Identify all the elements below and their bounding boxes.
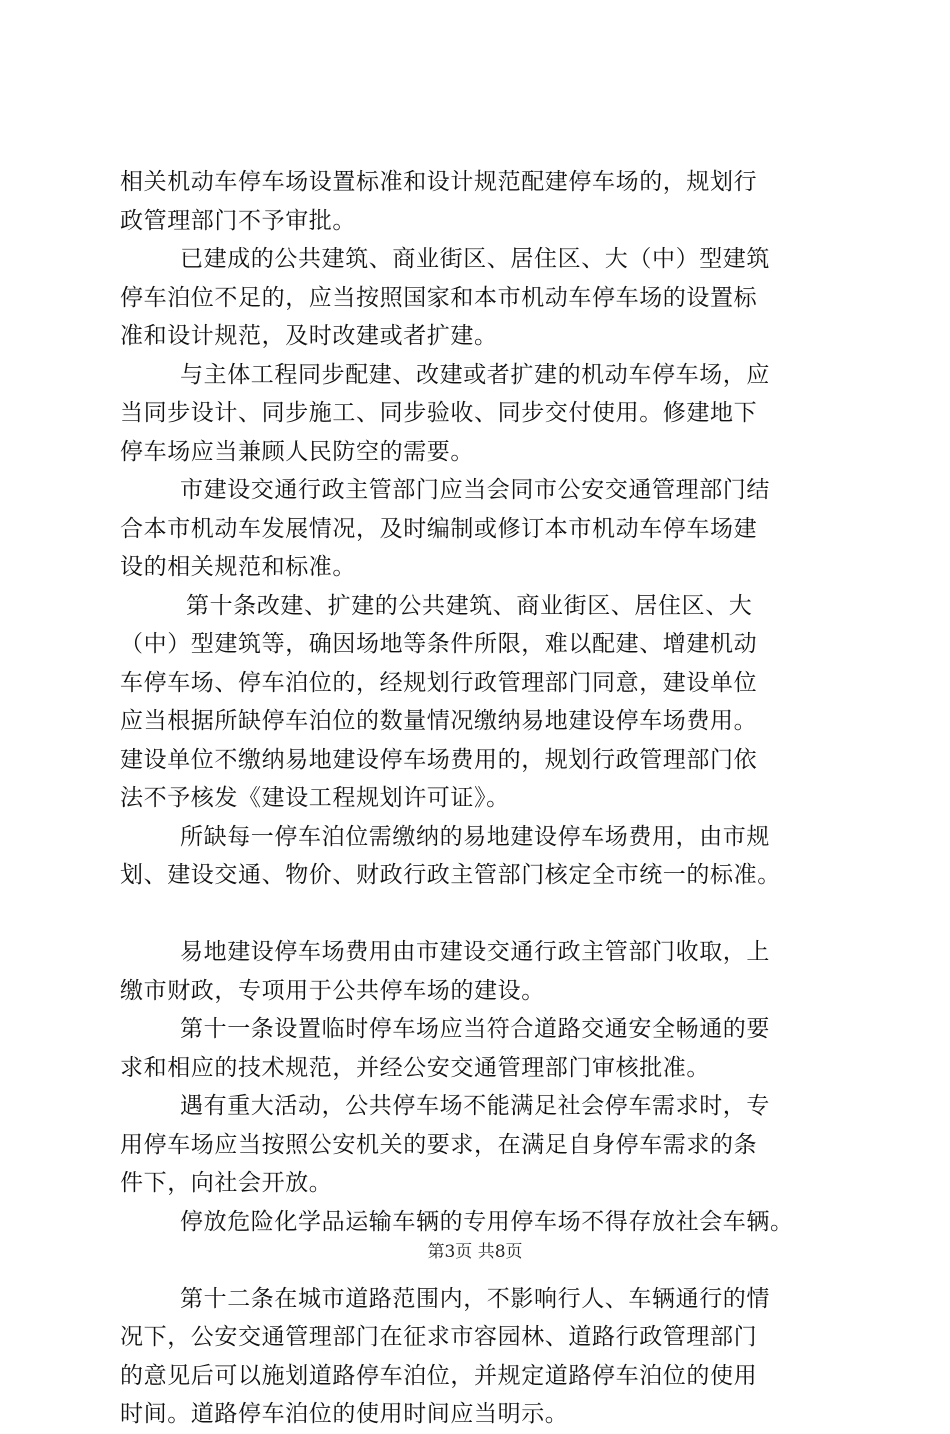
paragraph-start-line: 与主体工程同步配建、改建或者扩建的机动车停车场，应 xyxy=(180,361,770,388)
text-line: 缴市财政，专项用于公共停车场的建设。 xyxy=(120,977,545,1004)
text-line: 件下，向社会开放。 xyxy=(120,1170,333,1196)
text-line: 停车泊位不足的，应当按照国家和本市机动车停车场的设置标 xyxy=(120,284,758,311)
text-line: 相关机动车停车场设置标准和设计规范配建停车场的，规划行 xyxy=(120,169,758,195)
text-line: （中）型建筑等，确因场地等条件所限，难以配建、增建机动 xyxy=(120,631,758,657)
paragraph-start-line: 市建设交通行政主管部门应当会同市公安交通管理部门结 xyxy=(180,477,770,503)
text-line: 划、建设交通、物价、财政行政主管部门核定全市统一的标准。 xyxy=(120,862,781,888)
text-line: 况下，公安交通管理部门在征求市容园林、道路行政管理部门 xyxy=(120,1324,758,1350)
text-line: 政管理部门不予审批。 xyxy=(120,207,356,234)
text-line: 准和设计规范，及时改建或者扩建。 xyxy=(120,323,498,349)
text-line: 的意见后可以施划道路停车泊位，并规定道路停车泊位的使用 xyxy=(120,1362,758,1389)
text-line: 时间。道路停车泊位的使用时间应当明示。 xyxy=(120,1401,569,1427)
paragraph-start-line: 遇有重大活动，公共停车场不能满足社会停车需求时，专 xyxy=(180,1093,770,1119)
paragraph-start-line: 停放危险化学品运输车辆的专用停车场不得存放社会车辆。 xyxy=(180,1208,794,1235)
text-line: 求和相应的技术规范，并经公安交通管理部门审核批准。 xyxy=(120,1054,710,1081)
text-line: 合本市机动车发展情况，及时编制或修订本市机动车停车场建 xyxy=(120,515,758,542)
text-line: 应当根据所缺停车泊位的数量情况缴纳易地建设停车场费用。 xyxy=(120,708,758,734)
page-number-footer: 第3页 共8页 xyxy=(427,1242,523,1262)
article-10-heading-line: 第十条改建、扩建的公共建筑、商业街区、居住区、大 xyxy=(186,592,753,619)
paragraph-spacer xyxy=(120,895,840,934)
text-line: 法不予核发《建设工程规划许可证》。 xyxy=(120,785,510,811)
paragraph-start-line: 已建成的公共建筑、商业街区、居住区、大（中）型建筑 xyxy=(180,246,770,272)
text-line: 车停车场、停车泊位的，经规划行政管理部门同意，建设单位 xyxy=(120,669,758,696)
text-line: 当同步设计、同步施工、同步验收、同步交付使用。修建地下 xyxy=(120,400,758,426)
text-line: 设的相关规范和标准。 xyxy=(120,554,356,580)
text-line: 停车场应当兼顾人民防空的需要。 xyxy=(120,438,474,465)
article-12-heading-line: 第十二条在城市道路范围内，不影响行人、车辆通行的情 xyxy=(180,1285,770,1312)
paragraph-start-line: 易地建设停车场费用由市建设交通行政主管部门收取，上 xyxy=(180,939,770,965)
text-line: 用停车场应当按照公安机关的要求，在满足自身停车需求的条 xyxy=(120,1131,758,1158)
paragraph-start-line: 所缺每一停车泊位需缴纳的易地建设停车场费用，由市规 xyxy=(180,823,770,850)
article-11-heading-line: 第十一条设置临时停车场应当符合道路交通安全畅通的要 xyxy=(180,1016,770,1042)
text-line: 建设单位不缴纳易地建设停车场费用的，规划行政管理部门依 xyxy=(120,746,758,773)
